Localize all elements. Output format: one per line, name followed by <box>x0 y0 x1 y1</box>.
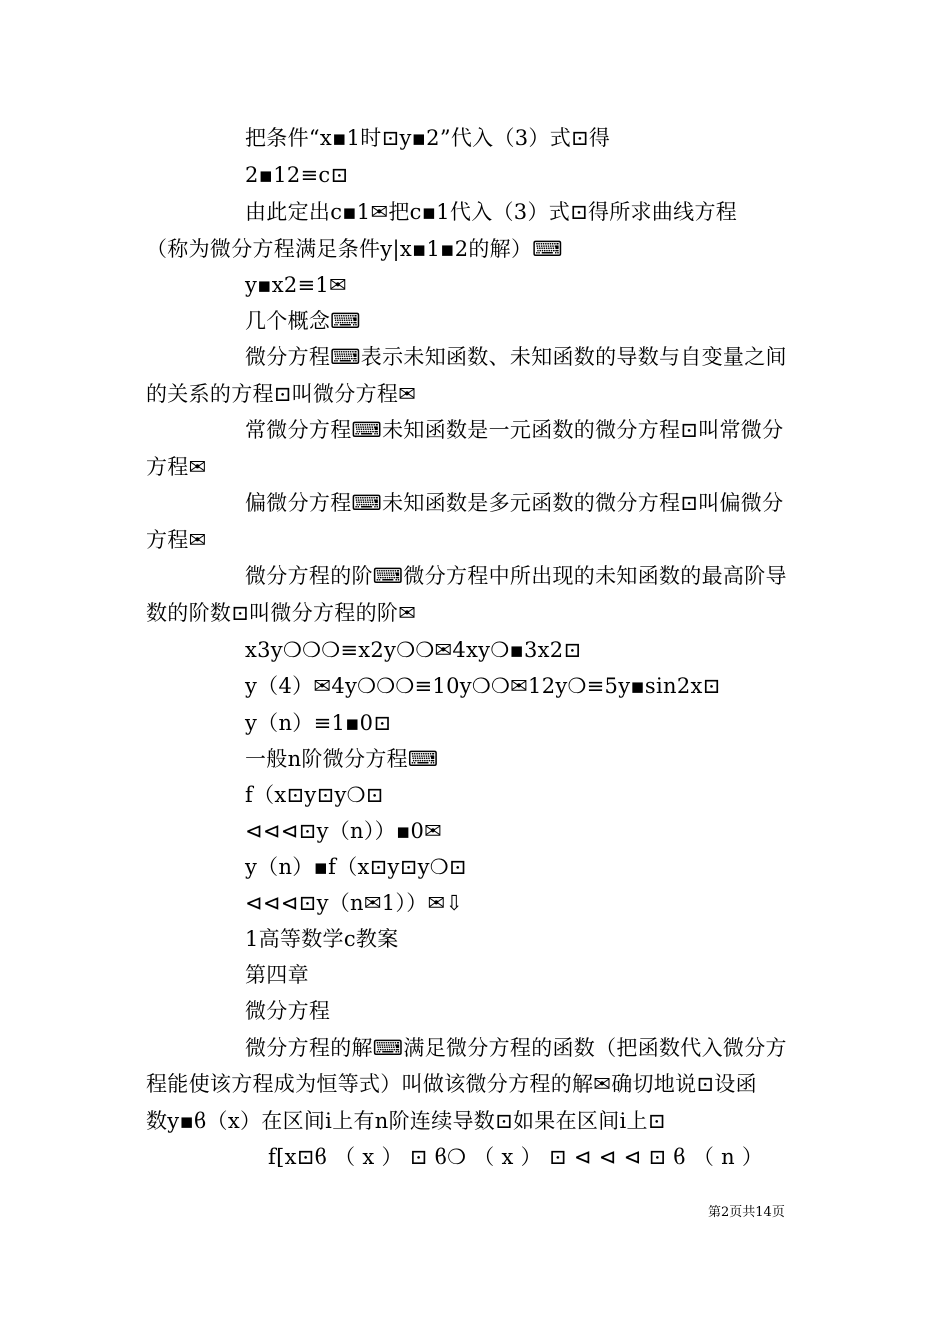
text-line-26: 微分方程的解⌨满足微分方程的函数（把函数代入微分方 <box>245 1036 787 1060</box>
text-line-17: y（n）≡1▪0⊡ <box>245 711 392 735</box>
text-line-11: 偏微分方程⌨未知函数是多元函数的微分方程⊡叫偏微分 <box>245 491 784 515</box>
text-line-25: 微分方程 <box>245 999 331 1023</box>
text-line-27: 程能使该方程成为恒等式）叫做该微分方程的解✉确切地说⊡设函 <box>146 1072 757 1096</box>
text-line-15: x3y❍❍❍≡x2y❍❍✉4xy❍▪3x2⊡ <box>245 638 582 662</box>
text-line-22: ⊲⊲⊲⊡y（n✉1））✉⇩ <box>245 891 464 915</box>
text-line-14: 数的阶数⊡叫微分方程的阶✉ <box>146 601 417 625</box>
text-line-21: y（n）▪f（x⊡y⊡y❍⊡ <box>245 855 467 879</box>
text-line-29: f[x⊡ϐ （ x ） ⊡ ϐ❍ （ x ） ⊡ ⊲ ⊲ ⊲ ⊡ ϐ （ n ） <box>268 1145 764 1169</box>
text-line-7: 微分方程⌨表示未知函数、未知函数的导数与自变量之间 <box>245 345 787 369</box>
text-line-23: 1高等数学c教案 <box>245 927 399 951</box>
text-line-1: 把条件“x▪1时⊡y▪2”代入（3）式⊡得 <box>245 126 611 150</box>
text-line-5: y▪x2≡1✉ <box>245 273 347 297</box>
text-line-19: f（x⊡y⊡y❍⊡ <box>245 783 384 807</box>
text-line-12: 方程✉ <box>146 528 207 552</box>
page-number-footer: 第2页共14页 <box>708 1205 785 1220</box>
text-line-28: 数y▪ϐ（x）在区间i上有n阶连续导数⊡如果在区间i上⊡ <box>146 1109 666 1133</box>
text-line-8: 的关系的方程⊡叫微分方程✉ <box>146 382 417 406</box>
text-line-13: 微分方程的阶⌨微分方程中所出现的未知函数的最高阶导 <box>245 564 787 588</box>
text-line-18: 一般n阶微分方程⌨ <box>245 747 439 771</box>
text-line-10: 方程✉ <box>146 455 207 479</box>
text-line-4: （称为微分方程满足条件y|x▪1▪2的解）⌨ <box>146 237 563 261</box>
text-line-9: 常微分方程⌨未知函数是一元函数的微分方程⊡叫常微分 <box>245 418 784 442</box>
text-line-3: 由此定出c▪1✉把c▪1代入（3）式⊡得所求曲线方程 <box>245 200 738 224</box>
text-line-20: ⊲⊲⊲⊡y（n））▪0✉ <box>245 819 443 843</box>
text-line-16: y（4）✉4y❍❍❍≡10y❍❍✉12y❍≡5y▪sin2x⊡ <box>245 674 721 698</box>
text-line-2: 2▪12≡c⊡ <box>245 163 349 187</box>
text-line-24: 第四章 <box>245 963 309 987</box>
text-line-6: 几个概念⌨ <box>245 309 361 333</box>
